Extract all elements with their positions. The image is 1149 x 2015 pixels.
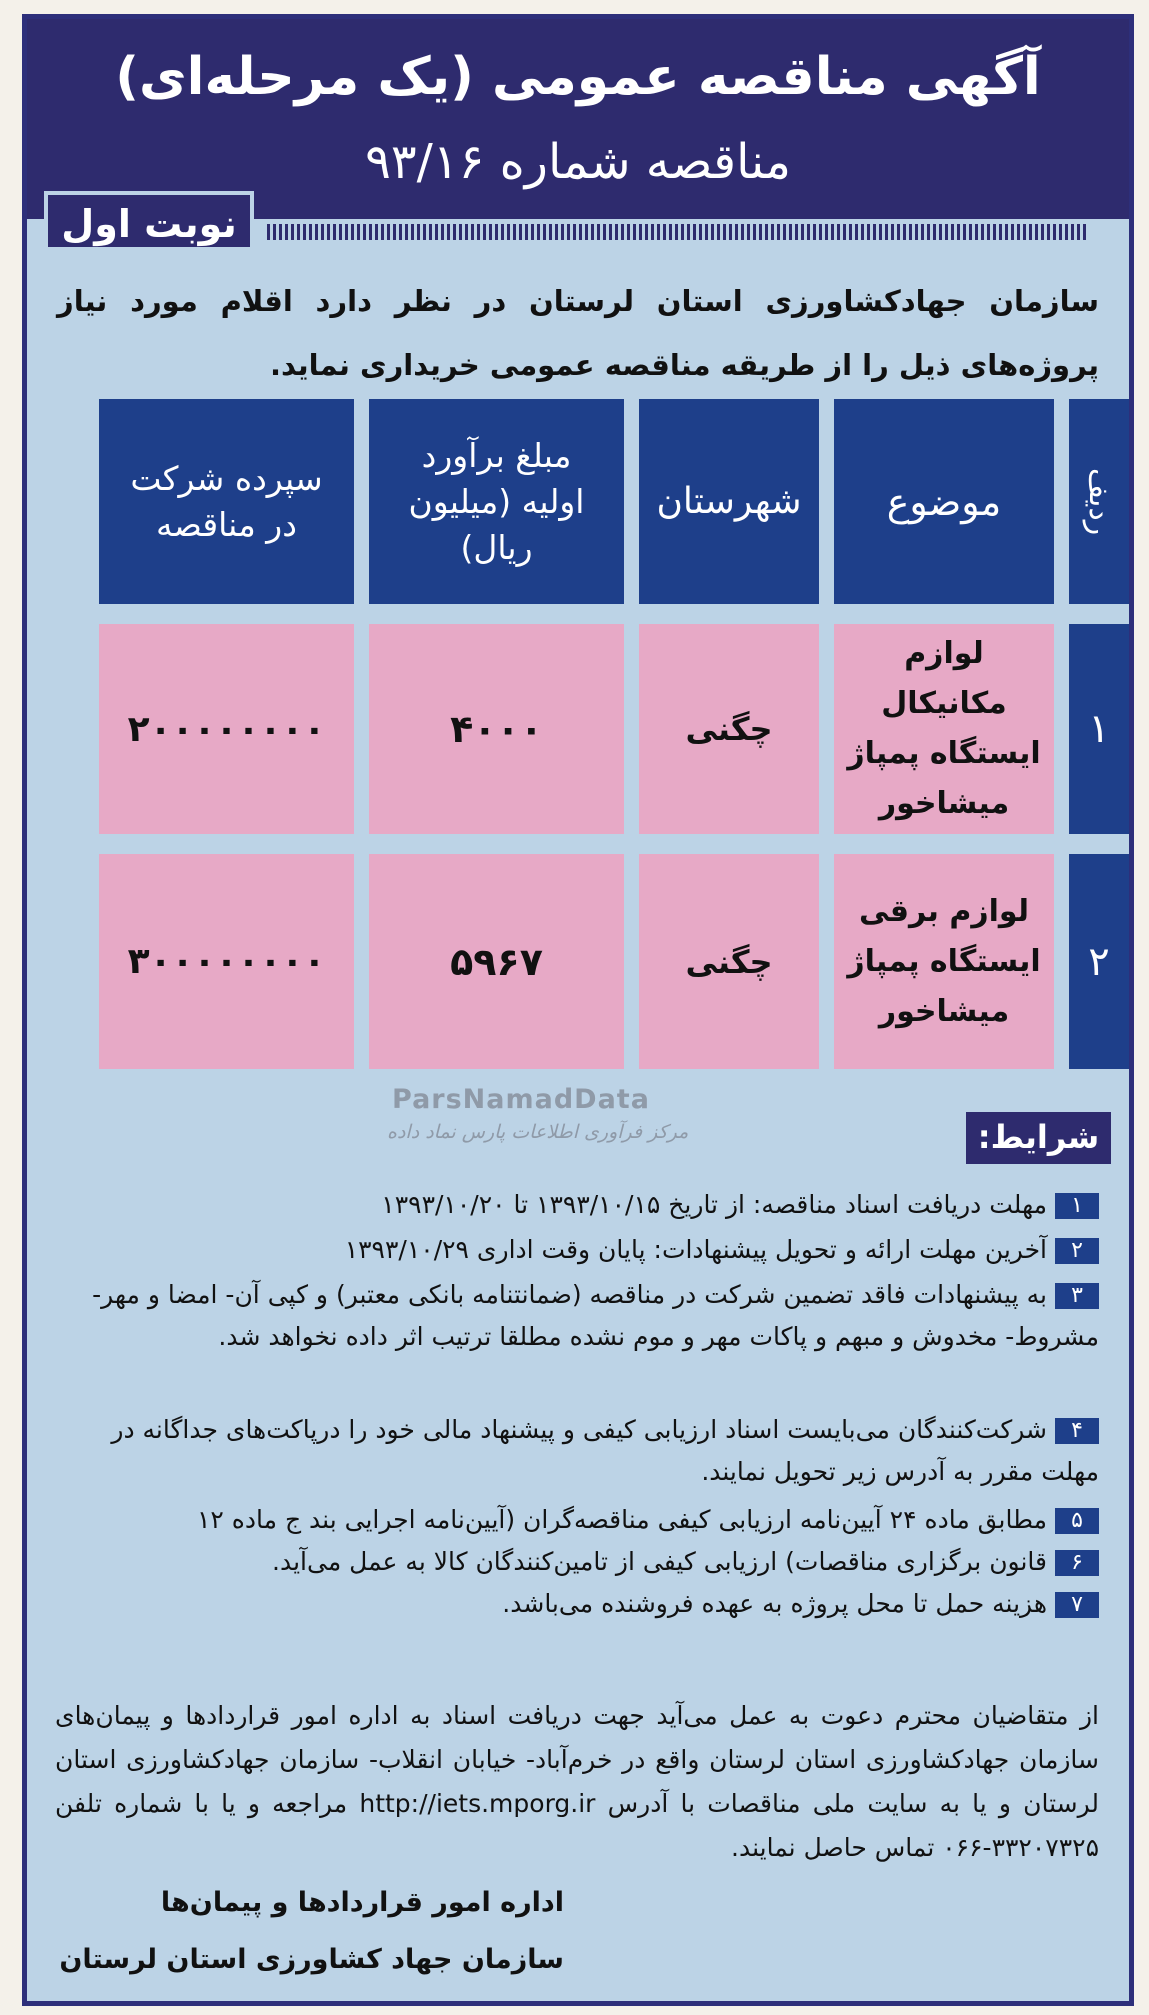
condition-number: ۶ — [1055, 1550, 1099, 1576]
notice-title: آگهی مناقصه عمومی (یک مرحله‌ای) — [115, 47, 1041, 107]
row-subject: لوازم مکانیکال ایستگاه پمپاژ میشاخور — [834, 624, 1054, 834]
closing-paragraph: از متقاضیان محترم دعوت به عمل می‌آید جهت دریافت اسناد به اداره امور قراردادها و پیمان‌های سازمان جهادکشاورزی استان لرستان واقع در خرم‌آباد- خیابان انقلاب- سازمان جهادکشاورزی استان لرستان و یا به سایت ملی مناقصات با آدرس http://iets.mporg.ir مراجعه و یا با شماره تلفن ۳۳۲۰۷۳۲۵-۰۶۶ تماس حاصل نمایند. — [55, 1701, 1099, 1862]
dotted-rule — [267, 224, 1089, 240]
condition-text: به پیشنهادات فاقد تضمین شرکت در مناقصه (ضمانتنامه بانکی معتبر) و کپی آن- امضا و مهر-مشروط- مخدوش و مبهم و پاکات مهر و موم نشده مطلقا ترتیب اثر داده نخواهد شد. — [92, 1280, 1099, 1351]
watermark-tagline: مرکز فرآوری اطلاعات پارس نماد داده — [387, 1121, 689, 1143]
condition-number: ۷ — [1055, 1592, 1099, 1618]
condition-text: مهلت دریافت اسناد مناقصه: از تاریخ ۱۳۹۳/۱۰/۱۵ تا ۱۳۹۳/۱۰/۲۰ — [381, 1190, 1047, 1219]
intro-paragraph: سازمان جهادکشاورزی استان لرستان در نظر دارد اقلام مورد نیاز پروژه‌های ذیل را از طریقه مناقصه عمومی خریداری نماید. — [57, 284, 1099, 382]
header-city: شهرستان — [639, 399, 819, 604]
condition-text: هزینه حمل تا محل پروژه به عهده فروشنده می‌باشد. — [502, 1589, 1047, 1618]
condition-text: آخرین مهلت ارائه و تحویل پیشنهادات: پایان وقت اداری ۱۳۹۳/۱۰/۲۹ — [344, 1235, 1047, 1264]
header-row-number: ردیف — [1069, 399, 1129, 604]
condition-text: قانون برگزاری مناقصات) ارزیابی کیفی از تامین‌کنندگان کالا به عمل می‌آید. — [272, 1547, 1047, 1576]
tender-notice — [22, 14, 1134, 2006]
row-estimate: ۵۹۶۷ — [369, 854, 624, 1069]
condition-item — [47, 1499, 1099, 1541]
condition-text: مطابق ماده ۲۴ آیین‌نامه ارزیابی کیفی مناقصه‌گران (آیین‌نامه اجرایی بند ج ماده ۱۲ — [196, 1505, 1047, 1534]
header-subject: موضوع — [834, 399, 1054, 604]
notice-header — [27, 19, 1129, 219]
watermark-brand: ParsNamadData — [392, 1084, 650, 1115]
header-estimate: مبلغ برآورد اولیه (میلیون ریال) — [369, 399, 624, 604]
condition-item — [47, 1184, 1099, 1226]
row-deposit: ۳۰۰۰۰۰۰۰۰ — [99, 854, 354, 1069]
row-deposit: ۲۰۰۰۰۰۰۰۰ — [99, 624, 354, 834]
conditions-title: شرایط: — [966, 1112, 1111, 1164]
condition-number: ۱ — [1055, 1193, 1099, 1219]
publication-badge: نوبت اول — [44, 191, 254, 251]
condition-item — [47, 1583, 1099, 1625]
row-number: ۱ — [1069, 624, 1129, 834]
row-subject: لوازم برقی ایستگاه پمپاژ میشاخور — [834, 854, 1054, 1069]
condition-item — [47, 1274, 1099, 1358]
condition-item — [47, 1541, 1099, 1583]
row-estimate: ۴۰۰۰ — [369, 624, 624, 834]
condition-text: شرکت‌کنندگان می‌بایست اسناد ارزیابی کیفی و پیشنهاد مالی خود را درپاکت‌های جداگانه در مهلت مقرر به آدرس زیر تحویل نمایند. — [111, 1415, 1099, 1486]
condition-number: ۵ — [1055, 1508, 1099, 1534]
row-city: چگنی — [639, 624, 819, 834]
condition-number: ۲ — [1055, 1238, 1099, 1264]
row-city: چگنی — [639, 854, 819, 1069]
condition-number: ۳ — [1055, 1283, 1099, 1309]
signature-office: اداره امور قراردادها و پیمان‌ها — [160, 1887, 564, 1918]
condition-item — [47, 1409, 1099, 1493]
tender-number: مناقصه شماره ۹۳/۱۶ — [365, 134, 791, 190]
condition-number: ۴ — [1055, 1418, 1099, 1444]
condition-item — [47, 1229, 1099, 1271]
signature-organization: سازمان جهاد کشاورزی استان لرستان — [59, 1944, 564, 1975]
header-deposit: سپرده شرکت در مناقصه — [99, 399, 354, 604]
row-number: ۲ — [1069, 854, 1129, 1069]
